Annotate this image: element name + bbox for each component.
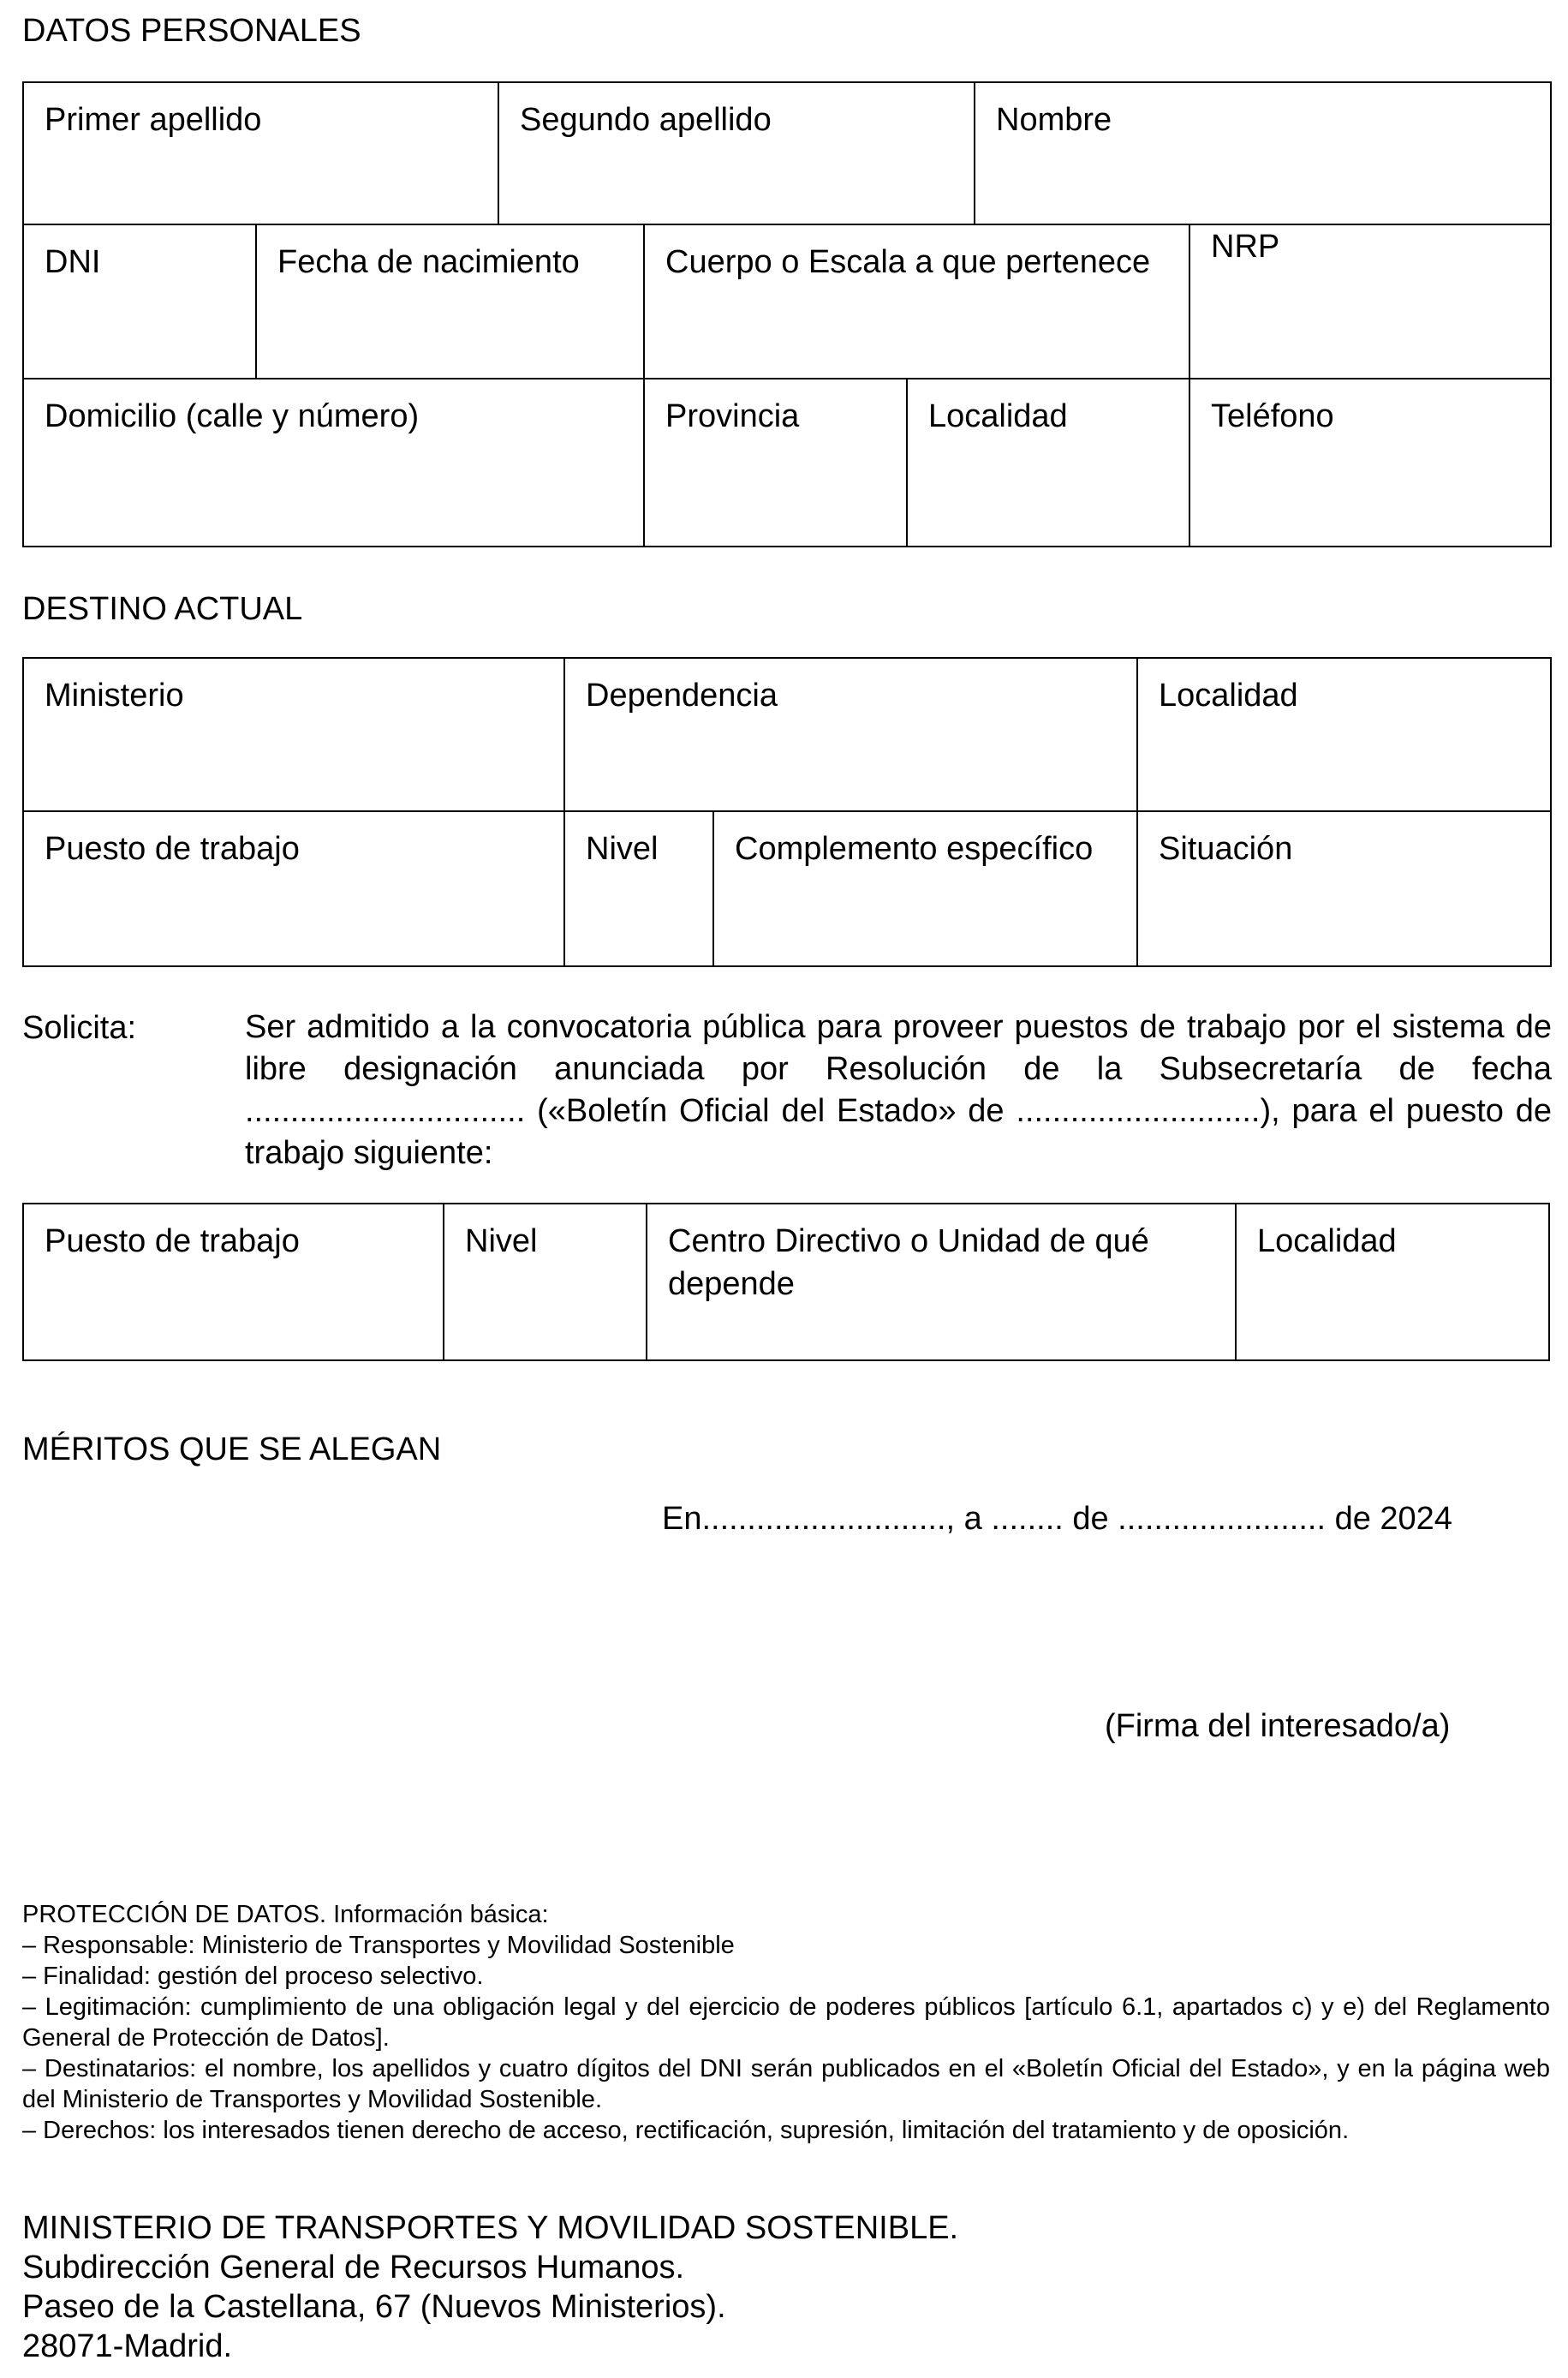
solicita-text: Ser admitido a la convocatoria pública para proveer puestos de trabajo por el sistema de libre designación anunciada por Resolución de la Subsecretaría de fecha ............................... («Boletín Oficial del Estado» de ...........................), para el puesto de trabajo siguiente: xyxy=(245,1009,1552,1171)
data-protection-title: PROTECCIÓN DE DATOS. Información básica: xyxy=(22,1901,549,1928)
section-heading-destino: DESTINO ACTUAL xyxy=(22,591,303,627)
field-telefono[interactable]: Teléfono xyxy=(1211,398,1334,434)
address-line: Paseo de la Castellana, 67 (Nuevos Ministerios). xyxy=(22,2289,726,2325)
destino-row-2 xyxy=(24,812,1550,965)
field-dni[interactable]: DNI xyxy=(24,225,257,378)
address-line: Subdirección General de Recursos Humanos. xyxy=(22,2250,685,2285)
field-nrp[interactable]: NRP xyxy=(1211,229,1280,265)
data-protection-item: – Derechos: los interesados tienen derecho de acceso, rectificación, supresión, limitación del tratamiento y de oposición. xyxy=(22,2117,1350,2144)
destino-table xyxy=(22,657,1552,967)
data-protection-item: – Responsable: Ministerio de Transportes y Movilidad Sostenible xyxy=(22,1932,735,1959)
field-provincia[interactable]: Provincia xyxy=(645,379,908,546)
data-protection-block xyxy=(22,1899,1550,2146)
section-heading-meritos: MÉRITOS QUE SE ALEGAN xyxy=(22,1431,442,1467)
section-heading-personal: DATOS PERSONALES xyxy=(22,13,361,49)
field-nivel-actual[interactable]: Nivel xyxy=(565,812,714,965)
puesto-solicitado-table xyxy=(22,1203,1550,1361)
field-primer-apellido[interactable]: Primer apellido xyxy=(24,83,499,224)
field-puesto-trabajo-actual[interactable]: Puesto de trabajo xyxy=(24,812,565,965)
field-dependencia[interactable]: Dependencia xyxy=(565,659,1138,810)
personal-data-table xyxy=(22,81,1552,547)
address-block xyxy=(22,2208,958,2366)
personal-row-3 xyxy=(24,379,1550,546)
address-line: MINISTERIO DE TRANSPORTES Y MOVILIDAD SOSTENIBLE. xyxy=(22,2210,959,2246)
field-domicilio[interactable]: Domicilio (calle y número) xyxy=(24,379,645,546)
field-nombre[interactable]: Nombre xyxy=(996,102,1112,138)
field-cuerpo-escala[interactable]: Cuerpo o Escala a que pertenece xyxy=(645,225,1190,378)
field-localidad-solicitada[interactable]: Localidad xyxy=(1257,1223,1397,1259)
field-ministerio[interactable]: Ministerio xyxy=(24,659,565,810)
field-complemento-especifico[interactable]: Complemento específico xyxy=(714,812,1138,965)
field-situacion[interactable]: Situación xyxy=(1159,831,1293,867)
field-segundo-apellido[interactable]: Segundo apellido xyxy=(499,83,975,224)
place-date-line: En..........................., a ........ de ....................... de 2024 xyxy=(662,1501,1452,1537)
field-puesto-trabajo-solicitado[interactable]: Puesto de trabajo xyxy=(24,1204,444,1359)
data-protection-item: – Legitimación: cumplimiento de una obligación legal y del ejercicio de poderes públicos [artículo 6.1, apartados c) y e) del Reglamento General de Protección de Datos]. xyxy=(22,1993,1550,2052)
signature-caption: (Firma del interesado/a) xyxy=(1105,1708,1451,1744)
personal-row-1 xyxy=(24,83,1550,224)
puesto-row-1 xyxy=(24,1204,1548,1359)
field-localidad[interactable]: Localidad xyxy=(908,379,1190,546)
field-localidad-destino[interactable]: Localidad xyxy=(1159,678,1298,714)
solicita-label: Solicita: xyxy=(22,1010,137,1046)
destino-row-1 xyxy=(24,659,1550,810)
field-fecha-nacimiento[interactable]: Fecha de nacimiento xyxy=(257,225,645,378)
data-protection-item: – Finalidad: gestión del proceso selectivo. xyxy=(22,1963,484,1990)
personal-row-2 xyxy=(24,225,1550,378)
field-centro-directivo[interactable]: Centro Directivo o Unidad de qué depende xyxy=(647,1204,1237,1359)
address-line: 28071-Madrid. xyxy=(22,2328,233,2364)
field-nivel-solicitado[interactable]: Nivel xyxy=(444,1204,647,1359)
data-protection-item: – Destinatarios: el nombre, los apellidos y cuatro dígitos del DNI serán publicados en el «Boletín Oficial del Estado», y en la página web del Ministerio de Transportes y Movilidad Sostenible. xyxy=(22,2055,1550,2113)
